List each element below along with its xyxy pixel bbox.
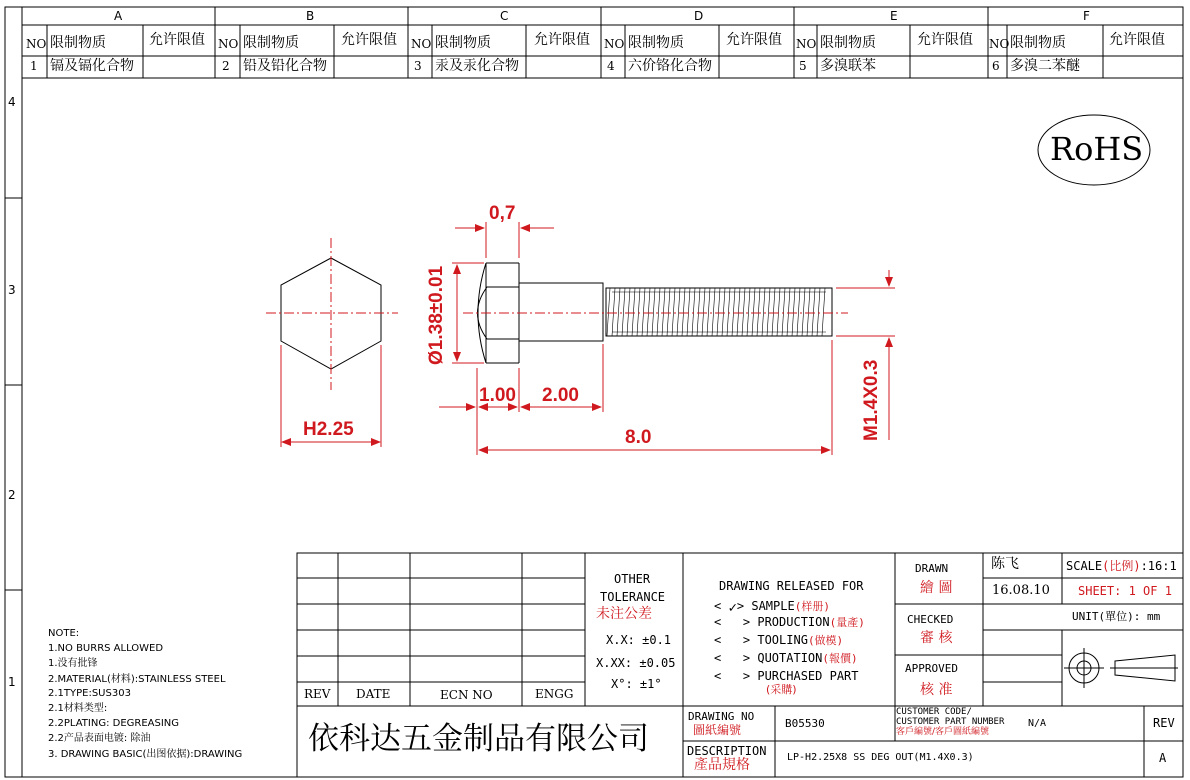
rohs-label: RoHS — [1050, 130, 1144, 168]
unit-label: UNIT — [1072, 610, 1099, 623]
release-label: TOOLING — [757, 633, 808, 647]
projection-symbol-icon — [1064, 648, 1178, 688]
release-label: QUOTATION — [757, 651, 823, 665]
scale-field — [1066, 560, 1177, 572]
date-header: DATE — [356, 687, 391, 701]
zone-col-f: F — [1083, 9, 1090, 23]
header-limit: 允许限值 — [341, 32, 397, 48]
header-substance: 限制物质 — [820, 35, 876, 51]
note-line: 1.没有批锋 — [48, 658, 98, 669]
tolerance-title: OTHER — [614, 572, 651, 586]
note-line: 2.MATERIAL(材料):STAINLESS STEEL — [48, 674, 226, 685]
release-label-cn: (報價) — [822, 652, 858, 665]
drawn-label-cn: 繪 圖 — [920, 580, 953, 596]
unit-value: : mm — [1133, 610, 1161, 623]
customer-label: CUSTOMER CODE/ — [896, 707, 972, 717]
customer-value: N/A — [1028, 718, 1047, 729]
release-title: DRAWING RELEASED FOR — [719, 579, 864, 593]
header-limit: 允许限值 — [1109, 32, 1165, 48]
substance-no: 3 — [414, 59, 422, 73]
substance-no: 1 — [30, 59, 38, 73]
header-no: NO — [218, 37, 239, 51]
ecn-header: ECN NO — [440, 688, 493, 702]
drawing-no-label: DRAWING NO — [688, 710, 755, 723]
tolerance-title: TOLERANCE — [600, 590, 666, 604]
description-value: LP-H2.25X8 SS DEG OUT(M1.4X0.3) — [787, 752, 974, 763]
drawn-label: DRAWN — [915, 562, 949, 575]
header-substance: 限制物质 — [628, 35, 684, 51]
drawing-no-label-cn: 圖紙編號 — [693, 723, 742, 737]
release-quotation-checkbox[interactable]: < > QUOTATION(報價) — [714, 651, 858, 665]
tolerance-one-decimal: X.X: ±0.1 — [606, 633, 672, 647]
note-line: 1.NO BURRS ALLOWED — [48, 643, 164, 654]
header-no: NO — [796, 37, 817, 51]
header-no: NO — [604, 37, 625, 51]
release-label-cn: (样册) — [794, 600, 830, 613]
dim-thread-spec: M1.4X0.3 — [861, 359, 882, 441]
header-limit: 允许限值 — [726, 32, 782, 48]
zone-row-3: 3 — [8, 283, 16, 297]
release-purchased-checkbox[interactable]: < > PURCHASED PART — [714, 669, 859, 683]
rev-value: A — [1159, 751, 1167, 765]
engg-header: ENGG — [535, 687, 574, 701]
release-label: PURCHASED PART — [757, 669, 859, 683]
dim-head-thickness: 0,7 — [489, 203, 516, 224]
tolerance-angle: X°: ±1° — [611, 677, 662, 691]
zone-col-b: B — [306, 9, 315, 23]
substance-name: 镉及镉化合物 — [50, 58, 134, 74]
note-line: 2.2产品表面电镀: 除油 — [48, 733, 151, 744]
rev-header: REV — [304, 687, 331, 701]
zone-col-e: E — [890, 9, 898, 23]
customer-label: CUSTOMER PART NUMBER — [896, 717, 1005, 727]
header-substance: 限制物质 — [243, 35, 299, 51]
zone-row-4: 4 — [8, 95, 16, 109]
substance-no: 2 — [222, 59, 230, 73]
zone-row-1: 1 — [8, 675, 16, 689]
release-label-cn: (采購) — [766, 683, 797, 696]
substance-no: 4 — [607, 59, 615, 73]
note-line: 3. DRAWING BASIC(出图依据):DRAWING — [48, 749, 243, 760]
zone-row-2: 2 — [8, 488, 16, 502]
header-no: NO — [411, 37, 432, 51]
description-label: DESCRIPTION — [687, 744, 767, 758]
tolerance-two-decimal: X.XX: ±0.05 — [596, 656, 676, 670]
company-name: 依科达五金制品有限公司 — [308, 721, 649, 757]
customer-label-cn: 客戶編號/客戶圖紙編號 — [896, 727, 990, 737]
checked-label: CHECKED — [907, 613, 954, 626]
substance-no: 5 — [799, 59, 807, 73]
header-limit: 允许限值 — [149, 32, 205, 48]
unit-label-cn: (單位) — [1098, 610, 1134, 623]
release-label-cn: (量產) — [829, 616, 865, 629]
tolerance-title-cn: 未注公差 — [596, 606, 652, 622]
header-substance: 限制物质 — [50, 35, 106, 51]
dim-head-diameter: Ø1.38±0.01 — [426, 265, 447, 365]
drawn-by: 陈飞 — [991, 556, 1019, 572]
unit-field — [1072, 611, 1160, 622]
header-substance: 限制物质 — [435, 35, 491, 51]
approved-label: APPROVED — [905, 662, 958, 675]
scale-label: SCALE — [1066, 559, 1103, 573]
note-line: 2.2PLATING: DEGREASING — [48, 718, 180, 729]
drawing-no-value: B05530 — [785, 717, 825, 730]
substance-name: 汞及汞化合物 — [435, 58, 519, 74]
zone-col-c: C — [500, 9, 509, 23]
hex-view — [266, 238, 398, 447]
scale-label-cn: (比例) — [1102, 559, 1141, 573]
sheet-number: SHEET: 1 OF 1 — [1078, 584, 1172, 598]
dim-neck-length: 2.00 — [542, 385, 579, 406]
drawing-border — [5, 7, 1183, 777]
note-line: 2.1TYPE:SUS303 — [48, 688, 131, 699]
release-production-checkbox[interactable]: < > PRODUCTION(量產) — [714, 615, 865, 629]
note-line: 2.1材料类型: — [48, 703, 108, 714]
zone-col-d: D — [694, 9, 704, 23]
dim-hex-size: H2.25 — [303, 419, 354, 440]
dim-shank-length: 1.00 — [479, 385, 516, 406]
note-line: NOTE: — [48, 628, 80, 639]
substance-name: 多溴联苯 — [820, 58, 876, 74]
approved-label-cn: 核 准 — [920, 682, 953, 698]
release-label: PRODUCTION — [757, 615, 830, 629]
drawn-date: 16.08.10 — [992, 583, 1050, 598]
rev-label: REV — [1153, 716, 1175, 730]
release-label: SAMPLE — [751, 599, 795, 613]
release-tooling-checkbox[interactable]: < > TOOLING(做模) — [714, 633, 844, 647]
checked-label-cn: 審 核 — [920, 630, 953, 646]
substance-name: 铅及铅化合物 — [243, 58, 327, 74]
substance-name: 六价铬化合物 — [628, 58, 712, 74]
header-no: NO — [989, 37, 1010, 51]
header-limit: 允许限值 — [917, 32, 973, 48]
release-label-cn: (做模) — [807, 634, 844, 647]
zone-col-a: A — [114, 9, 123, 23]
scale-value: :16:1 — [1140, 559, 1177, 573]
description-label-cn: 產品規格 — [694, 757, 750, 773]
substance-name: 多溴二苯醚 — [1010, 58, 1080, 74]
header-substance: 限制物质 — [1010, 35, 1066, 51]
release-sample-checkbox[interactable]: < ✓> SAMPLE(样册) — [714, 599, 830, 616]
header-no: NO — [26, 37, 47, 51]
dim-total-length: 8.0 — [625, 427, 652, 448]
header-limit: 允许限值 — [534, 32, 590, 48]
substance-no: 6 — [992, 59, 1000, 73]
side-view — [463, 263, 848, 363]
